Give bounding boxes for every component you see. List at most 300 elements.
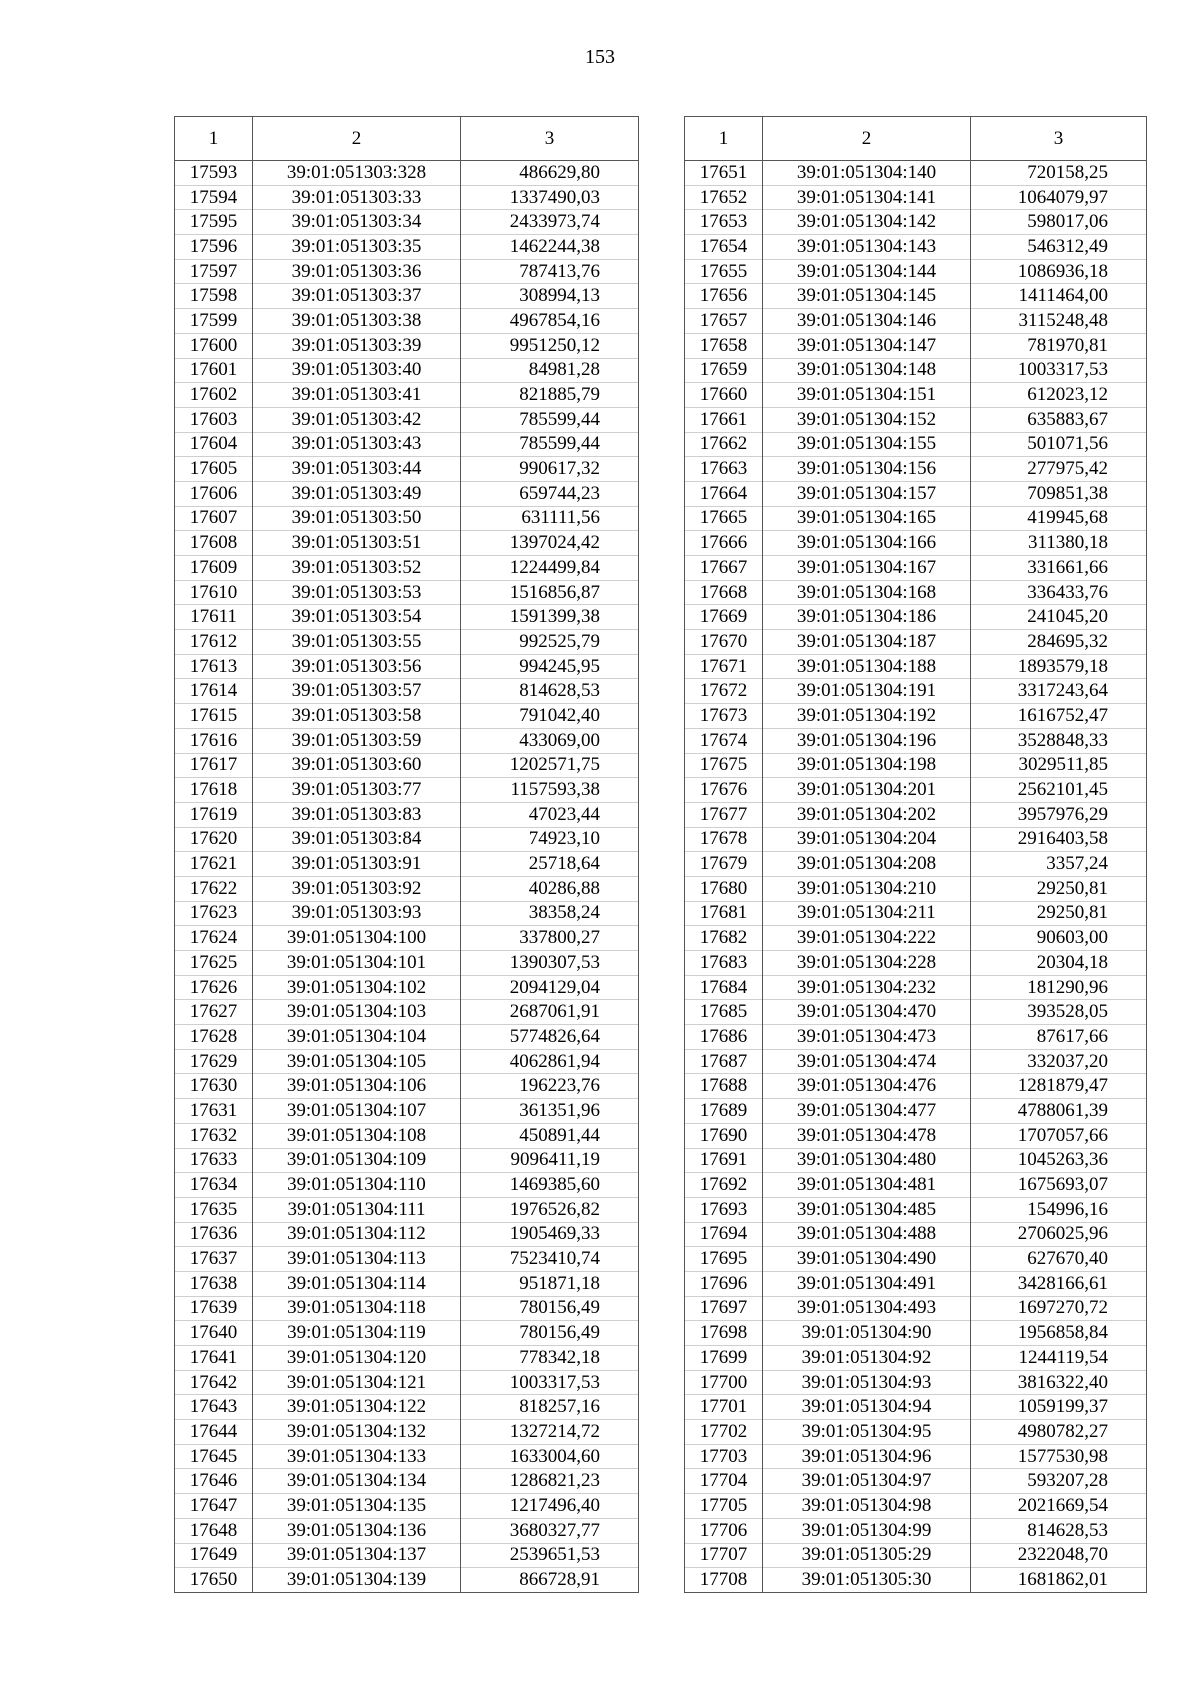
table-row [175,432,639,457]
cadastral-value-cell: 1893579,18 [971,654,1147,679]
table-row [685,531,1147,556]
row-number-cell: 17661 [685,407,763,432]
cadastral-value-cell: 785599,44 [461,407,639,432]
cadastral-value-cell: 87617,66 [971,1025,1147,1050]
row-number-cell: 17693 [685,1197,763,1222]
cadastral-number-cell: 39:01:051304:155 [763,432,971,457]
row-number-cell: 17691 [685,1148,763,1173]
cadastral-value-cell: 1976526,82 [461,1197,639,1222]
row-number-cell: 17653 [685,210,763,235]
cadastral-value-cell: 787413,76 [461,259,639,284]
cadastral-number-cell: 39:01:051304:112 [253,1222,461,1247]
row-number-cell: 17678 [685,827,763,852]
cadastral-value-cell: 1086936,18 [971,259,1147,284]
cadastral-value-cell: 1675693,07 [971,1173,1147,1198]
cadastral-number-cell: 39:01:051304:99 [763,1518,971,1543]
row-number-cell: 17679 [685,852,763,877]
table-row [685,901,1147,926]
header-cell-3: 3 [461,117,639,161]
register-table-left [174,116,639,1593]
table-row [685,605,1147,630]
row-number-cell: 17687 [685,1049,763,1074]
cadastral-value-cell: 3528848,33 [971,728,1147,753]
table-row [175,876,639,901]
cadastral-number-cell: 39:01:051304:90 [763,1321,971,1346]
table-row [685,1420,1147,1445]
cadastral-value-cell: 336433,76 [971,580,1147,605]
row-number-cell: 17680 [685,876,763,901]
cadastral-value-cell: 154996,16 [971,1197,1147,1222]
cadastral-value-cell: 546312,49 [971,235,1147,260]
cadastral-number-cell: 39:01:051304:148 [763,358,971,383]
cadastral-value-cell: 2687061,91 [461,1000,639,1025]
table-row [175,506,639,531]
cadastral-number-cell: 39:01:051303:55 [253,630,461,655]
row-number-cell: 17662 [685,432,763,457]
cadastral-number-cell: 39:01:051304:151 [763,383,971,408]
cadastral-number-cell: 39:01:051304:118 [253,1296,461,1321]
cadastral-value-cell: 3680327,77 [461,1518,639,1543]
cadastral-value-cell: 308994,13 [461,284,639,309]
header-cell-1: 1 [175,117,253,161]
header-cell-3: 3 [971,117,1147,161]
table-row [175,1000,639,1025]
row-number-cell: 17614 [175,679,253,704]
row-number-cell: 17703 [685,1444,763,1469]
cadastral-value-cell: 631111,56 [461,506,639,531]
table-row [685,1444,1147,1469]
cadastral-value-cell: 2322048,70 [971,1543,1147,1568]
table-row [685,1469,1147,1494]
table-row [175,679,639,704]
cadastral-number-cell: 39:01:051303:41 [253,383,461,408]
row-number-cell: 17640 [175,1321,253,1346]
row-number-cell: 17689 [685,1099,763,1124]
cadastral-number-cell: 39:01:051304:107 [253,1099,461,1124]
table-row [685,333,1147,358]
table-row [685,432,1147,457]
row-number-cell: 17598 [175,284,253,309]
cadastral-value-cell: 3957976,29 [971,802,1147,827]
cadastral-number-cell: 39:01:051304:473 [763,1025,971,1050]
cadastral-value-cell: 720158,25 [971,161,1147,186]
row-number-cell: 17630 [175,1074,253,1099]
cadastral-value-cell: 821885,79 [461,383,639,408]
cadastral-number-cell: 39:01:051304:133 [253,1444,461,1469]
cadastral-value-cell: 433069,00 [461,728,639,753]
cadastral-number-cell: 39:01:051303:34 [253,210,461,235]
table-row [175,827,639,852]
row-number-cell: 17696 [685,1271,763,1296]
cadastral-number-cell: 39:01:051304:166 [763,531,971,556]
row-number-cell: 17593 [175,161,253,186]
table-row [685,630,1147,655]
row-number-cell: 17698 [685,1321,763,1346]
table-row [685,185,1147,210]
row-number-cell: 17656 [685,284,763,309]
row-number-cell: 17595 [175,210,253,235]
cadastral-value-cell: 791042,40 [461,704,639,729]
cadastral-value-cell: 3428166,61 [971,1271,1147,1296]
cadastral-value-cell: 992525,79 [461,630,639,655]
table-row [685,407,1147,432]
table-row [685,1395,1147,1420]
row-number-cell: 17604 [175,432,253,457]
row-number-cell: 17632 [175,1123,253,1148]
table-row [175,1247,639,1272]
table-row [175,1025,639,1050]
table-row [685,1148,1147,1173]
cadastral-value-cell: 5774826,64 [461,1025,639,1050]
cadastral-number-cell: 39:01:051304:211 [763,901,971,926]
cadastral-number-cell: 39:01:051303:59 [253,728,461,753]
row-number-cell: 17609 [175,556,253,581]
cadastral-number-cell: 39:01:051303:44 [253,457,461,482]
row-number-cell: 17605 [175,457,253,482]
table-row [685,556,1147,581]
row-number-cell: 17650 [175,1568,253,1593]
cadastral-value-cell: 2021669,54 [971,1494,1147,1519]
cadastral-number-cell: 39:01:051304:490 [763,1247,971,1272]
cadastral-number-cell: 39:01:051303:51 [253,531,461,556]
table-row [685,1346,1147,1371]
cadastral-number-cell: 39:01:051303:43 [253,432,461,457]
table-row [175,802,639,827]
cadastral-number-cell: 39:01:051304:485 [763,1197,971,1222]
header-cell-2: 2 [253,117,461,161]
row-number-cell: 17638 [175,1271,253,1296]
cadastral-number-cell: 39:01:051304:202 [763,802,971,827]
cadastral-number-cell: 39:01:051304:478 [763,1123,971,1148]
table-body-right [685,161,1147,1593]
row-number-cell: 17683 [685,951,763,976]
row-number-cell: 17677 [685,802,763,827]
row-number-cell: 17667 [685,556,763,581]
table-row [685,1518,1147,1543]
table-header-row [175,117,639,161]
cadastral-value-cell: 1286821,23 [461,1469,639,1494]
cadastral-number-cell: 39:01:051304:157 [763,481,971,506]
cadastral-number-cell: 39:01:051304:232 [763,975,971,1000]
cadastral-value-cell: 419945,68 [971,506,1147,531]
row-number-cell: 17700 [685,1370,763,1395]
cadastral-value-cell: 1616752,47 [971,704,1147,729]
cadastral-value-cell: 866728,91 [461,1568,639,1593]
register-table-right [684,116,1147,1593]
cadastral-value-cell: 29250,81 [971,876,1147,901]
table-row [175,1123,639,1148]
table-row [685,1123,1147,1148]
cadastral-number-cell: 39:01:051304:92 [763,1346,971,1371]
row-number-cell: 17658 [685,333,763,358]
cadastral-number-cell: 39:01:051304:122 [253,1395,461,1420]
cadastral-value-cell: 181290,96 [971,975,1147,1000]
cadastral-number-cell: 39:01:051304:104 [253,1025,461,1050]
row-number-cell: 17694 [685,1222,763,1247]
cadastral-value-cell: 1064079,97 [971,185,1147,210]
table-row [175,1049,639,1074]
table-row [175,1395,639,1420]
row-number-cell: 17671 [685,654,763,679]
row-number-cell: 17642 [175,1370,253,1395]
row-number-cell: 17617 [175,753,253,778]
cadastral-number-cell: 39:01:051304:476 [763,1074,971,1099]
cadastral-number-cell: 39:01:051304:222 [763,926,971,951]
cadastral-value-cell: 2562101,45 [971,778,1147,803]
table-row [685,1222,1147,1247]
row-number-cell: 17641 [175,1346,253,1371]
row-number-cell: 17649 [175,1543,253,1568]
cadastral-number-cell: 39:01:051303:91 [253,852,461,877]
cadastral-value-cell: 241045,20 [971,605,1147,630]
cadastral-number-cell: 39:01:051303:56 [253,654,461,679]
cadastral-number-cell: 39:01:051304:106 [253,1074,461,1099]
row-number-cell: 17643 [175,1395,253,1420]
table-row [685,1568,1147,1593]
row-number-cell: 17673 [685,704,763,729]
table-row [175,1271,639,1296]
cadastral-value-cell: 1697270,72 [971,1296,1147,1321]
table-row [175,407,639,432]
cadastral-value-cell: 1202571,75 [461,753,639,778]
row-number-cell: 17675 [685,753,763,778]
cadastral-value-cell: 277975,42 [971,457,1147,482]
table-row [685,210,1147,235]
row-number-cell: 17660 [685,383,763,408]
row-number-cell: 17654 [685,235,763,260]
row-number-cell: 17699 [685,1346,763,1371]
cadastral-number-cell: 39:01:051304:477 [763,1099,971,1124]
row-number-cell: 17625 [175,951,253,976]
cadastral-value-cell: 598017,06 [971,210,1147,235]
row-number-cell: 17646 [175,1469,253,1494]
row-number-cell: 17606 [175,481,253,506]
cadastral-value-cell: 785599,44 [461,432,639,457]
cadastral-value-cell: 486629,80 [461,161,639,186]
table-row [175,605,639,630]
cadastral-number-cell: 39:01:051304:145 [763,284,971,309]
page-number: 153 [585,46,615,68]
cadastral-value-cell: 994245,95 [461,654,639,679]
cadastral-number-cell: 39:01:051304:139 [253,1568,461,1593]
row-number-cell: 17602 [175,383,253,408]
table-row [685,802,1147,827]
table-row [685,1074,1147,1099]
table-row [175,161,639,186]
cadastral-number-cell: 39:01:051304:165 [763,506,971,531]
table-row [175,1197,639,1222]
row-number-cell: 17607 [175,506,253,531]
table-row [175,1074,639,1099]
row-number-cell: 17708 [685,1568,763,1593]
cadastral-value-cell: 501071,56 [971,432,1147,457]
table-row [175,1148,639,1173]
row-number-cell: 17618 [175,778,253,803]
table-row [175,1346,639,1371]
cadastral-value-cell: 2094129,04 [461,975,639,1000]
cadastral-value-cell: 1003317,53 [461,1370,639,1395]
table-row [685,1370,1147,1395]
table-row [175,1444,639,1469]
cadastral-number-cell: 39:01:051303:35 [253,235,461,260]
cadastral-number-cell: 39:01:051304:210 [763,876,971,901]
cadastral-number-cell: 39:01:051304:93 [763,1370,971,1395]
cadastral-number-cell: 39:01:051304:470 [763,1000,971,1025]
cadastral-number-cell: 39:01:051304:480 [763,1148,971,1173]
cadastral-number-cell: 39:01:051304:208 [763,852,971,877]
cadastral-number-cell: 39:01:051304:109 [253,1148,461,1173]
cadastral-value-cell: 1244119,54 [971,1346,1147,1371]
table-row [685,1321,1147,1346]
table-row [175,210,639,235]
row-number-cell: 17669 [685,605,763,630]
row-number-cell: 17686 [685,1025,763,1050]
row-number-cell: 17690 [685,1123,763,1148]
cadastral-number-cell: 39:01:051303:52 [253,556,461,581]
table-row [175,309,639,334]
row-number-cell: 17594 [175,185,253,210]
table-row [685,259,1147,284]
table-row [175,580,639,605]
table-row [685,383,1147,408]
table-row [175,1518,639,1543]
cadastral-value-cell: 814628,53 [461,679,639,704]
row-number-cell: 17610 [175,580,253,605]
table-row [685,753,1147,778]
table-row [175,1469,639,1494]
cadastral-number-cell: 39:01:051304:94 [763,1395,971,1420]
cadastral-value-cell: 1956858,84 [971,1321,1147,1346]
cadastral-number-cell: 39:01:051304:142 [763,210,971,235]
cadastral-value-cell: 659744,23 [461,481,639,506]
cadastral-value-cell: 2916403,58 [971,827,1147,852]
table-row [685,1000,1147,1025]
table-row [685,876,1147,901]
row-number-cell: 17629 [175,1049,253,1074]
row-number-cell: 17697 [685,1296,763,1321]
table-row [175,1543,639,1568]
table-row [175,383,639,408]
cadastral-number-cell: 39:01:051304:101 [253,951,461,976]
cadastral-number-cell: 39:01:051304:488 [763,1222,971,1247]
cadastral-number-cell: 39:01:051304:113 [253,1247,461,1272]
row-number-cell: 17599 [175,309,253,334]
row-number-cell: 17704 [685,1469,763,1494]
cadastral-number-cell: 39:01:051303:49 [253,481,461,506]
cadastral-number-cell: 39:01:051304:110 [253,1173,461,1198]
row-number-cell: 17626 [175,975,253,1000]
cadastral-number-cell: 39:01:051304:143 [763,235,971,260]
cadastral-value-cell: 1224499,84 [461,556,639,581]
cadastral-value-cell: 47023,44 [461,802,639,827]
row-number-cell: 17639 [175,1296,253,1321]
row-number-cell: 17647 [175,1494,253,1519]
table-row [175,852,639,877]
cadastral-value-cell: 2433973,74 [461,210,639,235]
cadastral-number-cell: 39:01:051304:120 [253,1346,461,1371]
cadastral-value-cell: 781970,81 [971,333,1147,358]
cadastral-number-cell: 39:01:051303:50 [253,506,461,531]
cadastral-value-cell: 1157593,38 [461,778,639,803]
table-row [175,1173,639,1198]
cadastral-number-cell: 39:01:051304:168 [763,580,971,605]
cadastral-number-cell: 39:01:051303:37 [253,284,461,309]
cadastral-value-cell: 1591399,38 [461,605,639,630]
row-number-cell: 17705 [685,1494,763,1519]
cadastral-value-cell: 9096411,19 [461,1148,639,1173]
table-row [685,951,1147,976]
cadastral-value-cell: 1633004,60 [461,1444,639,1469]
cadastral-number-cell: 39:01:051304:141 [763,185,971,210]
cadastral-value-cell: 1516856,87 [461,580,639,605]
cadastral-value-cell: 9951250,12 [461,333,639,358]
cadastral-number-cell: 39:01:051303:83 [253,802,461,827]
cadastral-value-cell: 1337490,03 [461,185,639,210]
table-row [685,309,1147,334]
cadastral-value-cell: 7523410,74 [461,1247,639,1272]
row-number-cell: 17608 [175,531,253,556]
table-header-row [685,117,1147,161]
cadastral-number-cell: 39:01:051304:152 [763,407,971,432]
table-row [685,679,1147,704]
row-number-cell: 17637 [175,1247,253,1272]
table-row [685,778,1147,803]
row-number-cell: 17601 [175,358,253,383]
cadastral-number-cell: 39:01:051304:147 [763,333,971,358]
cadastral-value-cell: 4967854,16 [461,309,639,334]
cadastral-number-cell: 39:01:051304:186 [763,605,971,630]
cadastral-value-cell: 311380,18 [971,531,1147,556]
row-number-cell: 17644 [175,1420,253,1445]
cadastral-value-cell: 2539651,53 [461,1543,639,1568]
row-number-cell: 17665 [685,506,763,531]
cadastral-value-cell: 332037,20 [971,1049,1147,1074]
cadastral-number-cell: 39:01:051303:53 [253,580,461,605]
cadastral-value-cell: 780156,49 [461,1321,639,1346]
cadastral-number-cell: 39:01:051303:39 [253,333,461,358]
cadastral-value-cell: 3357,24 [971,852,1147,877]
cadastral-value-cell: 74923,10 [461,827,639,852]
row-number-cell: 17636 [175,1222,253,1247]
cadastral-number-cell: 39:01:051303:328 [253,161,461,186]
cadastral-number-cell: 39:01:051304:96 [763,1444,971,1469]
cadastral-number-cell: 39:01:051303:93 [253,901,461,926]
table-row [685,704,1147,729]
table-row [175,1420,639,1445]
cadastral-number-cell: 39:01:051304:119 [253,1321,461,1346]
cadastral-value-cell: 4980782,27 [971,1420,1147,1445]
cadastral-number-cell: 39:01:051303:60 [253,753,461,778]
cadastral-number-cell: 39:01:051304:191 [763,679,971,704]
table-row [175,1494,639,1519]
table-row [175,926,639,951]
table-row [685,1049,1147,1074]
row-number-cell: 17702 [685,1420,763,1445]
cadastral-value-cell: 2706025,96 [971,1222,1147,1247]
table-row [685,284,1147,309]
cadastral-value-cell: 1003317,53 [971,358,1147,383]
row-number-cell: 17633 [175,1148,253,1173]
cadastral-number-cell: 39:01:051303:54 [253,605,461,630]
table-row [175,975,639,1000]
cadastral-value-cell: 1469385,60 [461,1173,639,1198]
cadastral-value-cell: 1281879,47 [971,1074,1147,1099]
row-number-cell: 17627 [175,1000,253,1025]
row-number-cell: 17657 [685,309,763,334]
cadastral-number-cell: 39:01:051304:146 [763,309,971,334]
row-number-cell: 17611 [175,605,253,630]
table-row [685,1197,1147,1222]
